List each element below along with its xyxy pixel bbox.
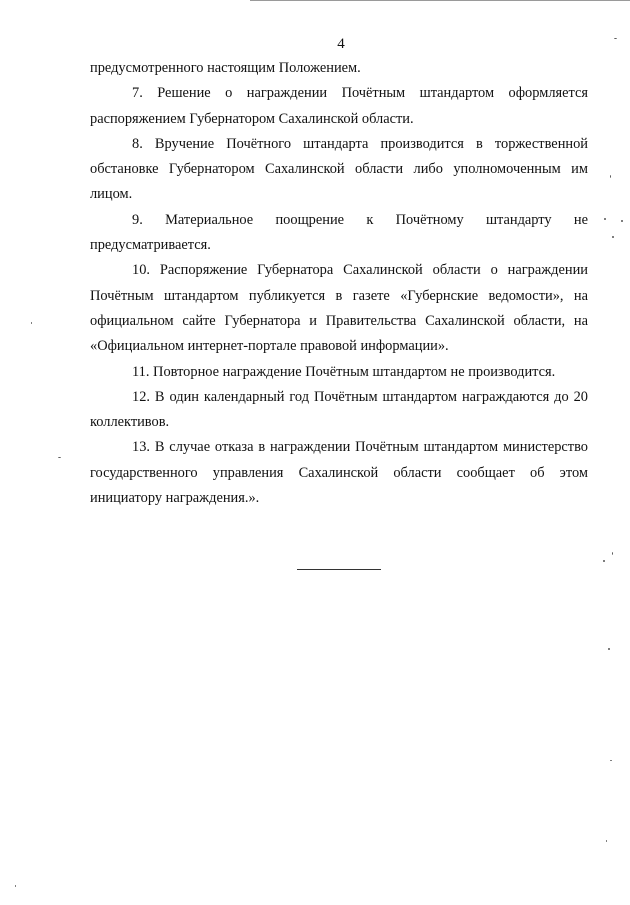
paragraph-11: 11. Повторное награждение Почётным штандартом не производится.	[132, 363, 556, 380]
scan-speck	[612, 552, 613, 555]
page-number: 4	[337, 36, 345, 52]
scan-speck	[606, 840, 607, 842]
end-of-document-rule	[297, 569, 381, 570]
scan-speck	[612, 236, 614, 238]
scan-speck	[31, 322, 32, 324]
scan-speck	[603, 560, 605, 562]
paragraph-10: 10. Распоряжение Губернатора Сахалинской области о награждении Почётным штандартом публикуется в газете «Губернские ведомости», на официальном сайте Губернатора и Правительства Сахалинской области, на «Официальном интернет-портале правовой информации».	[90, 262, 588, 355]
scan-speck	[608, 648, 610, 650]
scan-speck	[621, 220, 623, 222]
document-body	[90, 56, 588, 511]
paragraph-9: 9. Материальное поощрение к Почётному штандарту не предусматривается.	[90, 211, 588, 254]
paragraph-8: 8. Вручение Почётного штандарта производится в торжественной обстановке Губернатором Сахалинской области либо уполномоченным им лицом.	[90, 135, 588, 203]
scan-speck	[15, 885, 16, 887]
scan-speck	[58, 457, 61, 458]
scan-speck	[610, 175, 611, 178]
paragraph-7: 7. Решение о награждении Почётным штандартом оформляется распоряжением Губернатором Сахалинской области.	[90, 85, 588, 127]
scan-speck	[610, 760, 612, 761]
scan-top-edge-line	[250, 0, 630, 1]
paragraph-13: 13. В случае отказа в награждении Почётным штандартом министерство государственного управления Сахалинской области сообщает об этом инициатору награждения.».	[90, 439, 588, 507]
paragraph-continuation: предусмотренного настоящим Положением.	[90, 60, 361, 76]
scan-speck	[604, 218, 606, 220]
scan-speck	[614, 38, 617, 39]
paragraph-12: 12. В один календарный год Почётным штандартом награждаются до 20 коллективов.	[90, 388, 588, 431]
